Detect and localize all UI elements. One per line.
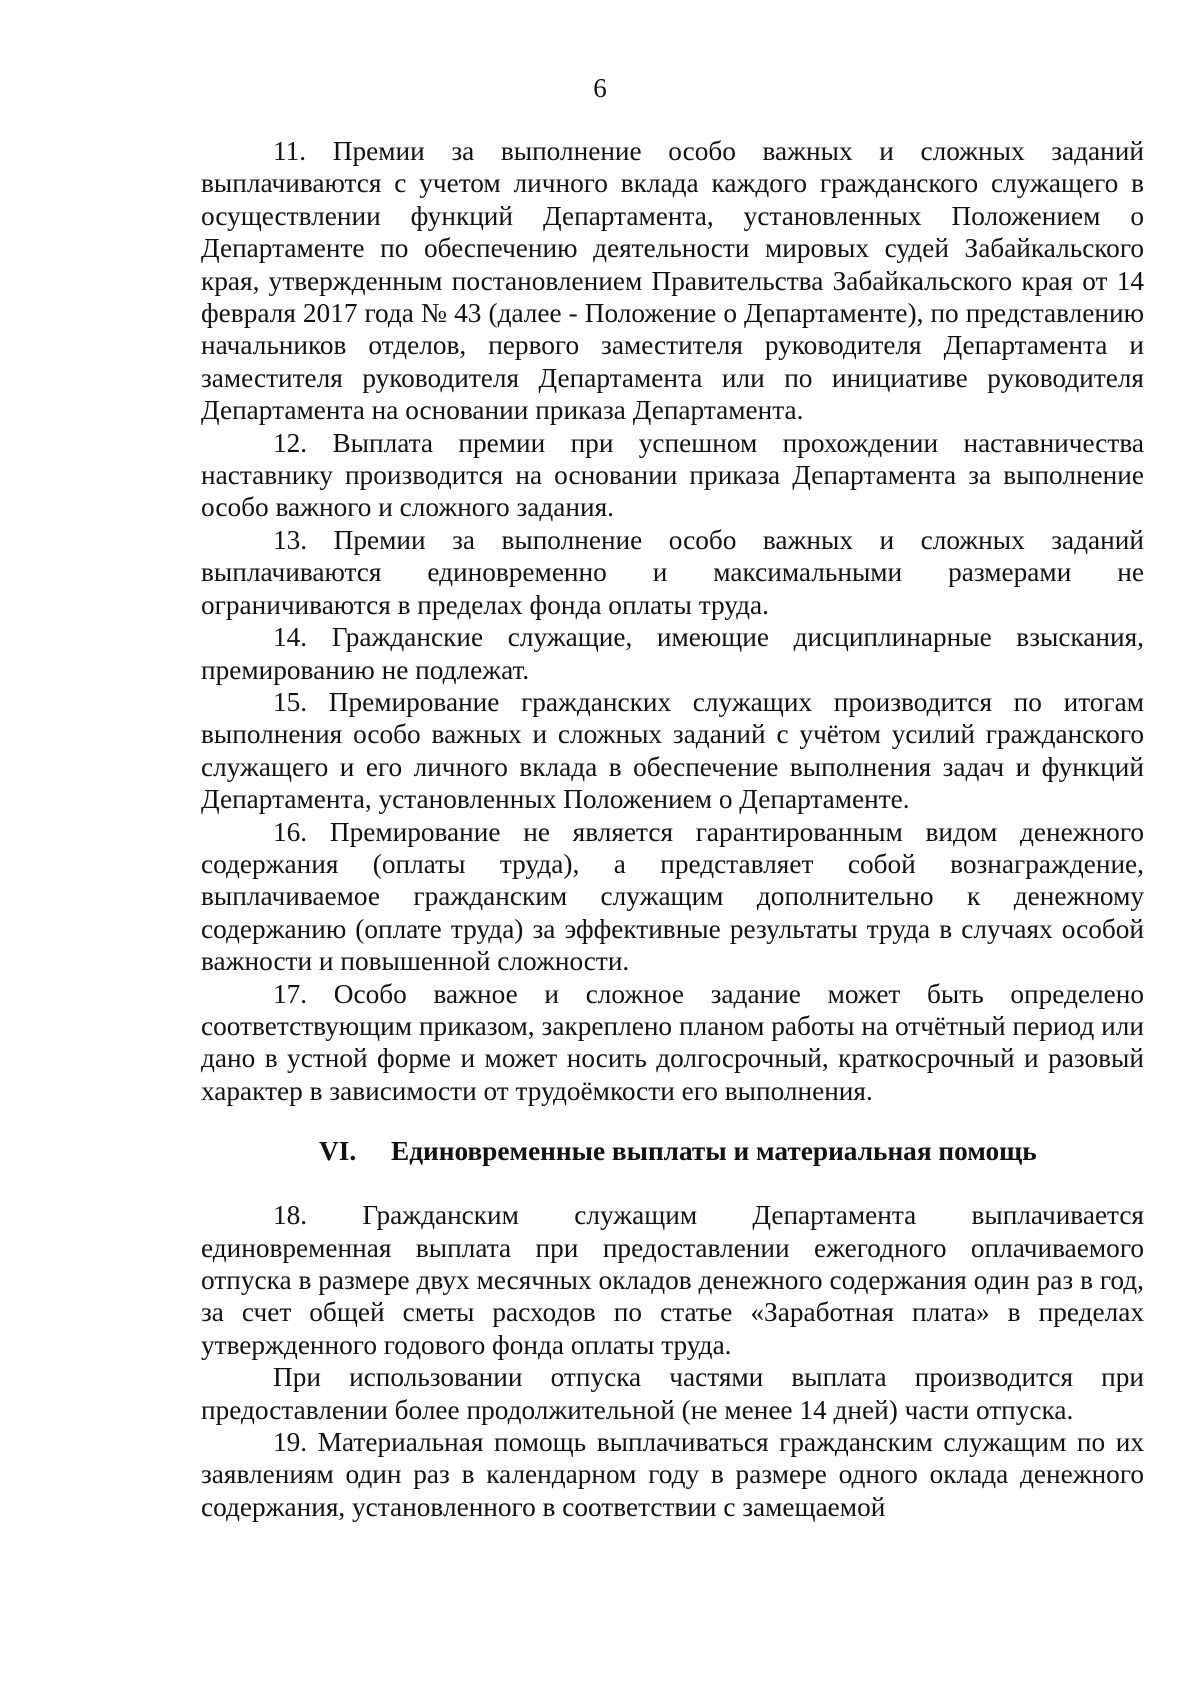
paragraph-13: 13. Премии за выполнение особо важных и сложных заданий выплачиваются единовременно и максимальными размерами не ограничиваются в пределах фонда оплаты труда. [201, 524, 1144, 620]
paragraph-18-continuation: При использовании отпуска частями выплата производится при предоставлении более продолжительной (не менее 14 дней) части отпуска. [201, 1362, 1144, 1425]
paragraph-15: 15. Премирование гражданских служащих производится по итогам выполнения особо важных и сложных заданий с учётом усилий гражданского служащего и его личного вклада в обеспечение выполнения задач и функций Департамента, установленных Положением о Департаменте. [201, 686, 1144, 815]
paragraph-14: 14. Гражданские служащие, имеющие дисциплинарные взыскания, премированию не подлежат. [201, 622, 1144, 685]
paragraph-17: 17. Особо важное и сложное задание может быть определено соответствующим приказом, закреплено планом работы на отчётный период или дано в устной форме и может носить долгосрочный, краткосрочный и разовый характер в зависимости от трудоёмкости его выполнения. [201, 978, 1144, 1106]
paragraph-12: 12. Выплата премии при успешном прохождении наставничества наставнику производится на основании приказа Департамента за выполнение особо важного и сложного задания. [201, 427, 1144, 523]
document-body [201, 135, 1144, 1523]
section-number: VI. [319, 1136, 357, 1167]
page-number: 6 [593, 73, 607, 103]
paragraph-16: 16. Премирование не является гарантированным видом денежного содержания (оплаты труда), а представляет собой вознаграждение, выплачиваемое гражданским служащим дополнительно к денежному содержанию (оплате труда) за эффективные результаты труда в случаях особой важности и повышенной сложности. [201, 816, 1144, 977]
section-title: Единовременные выплаты и материальная помощь [391, 1136, 1037, 1167]
paragraph-19: 19. Материальная помощь выплачиваться гражданским служащим по их заявлениям один раз в календарном году в размере одного оклада денежного содержания, установленного в соответствии с замещаемой [201, 1427, 1144, 1522]
section-heading [201, 1135, 1144, 1167]
paragraph-11: 11. Премии за выполнение особо важных и сложных заданий выплачиваются с учетом личного вклада каждого гражданского служащего в осуществлении функций Департамента, установленных Положением о Департаменте по обеспечению деятельности мировых судей Забайкальского края, утвержденным постановлением Правительства Забайкальского края от 14 февраля 2017 года № 43 (далее - Положение о Департаменте), по представлению начальников отделов, первого заместителя руководителя Департамента и заместителя руководителя Департамента или по инициативе руководителя Департамента на основании приказа Департамента. [201, 136, 1144, 426]
paragraph-18: 18. Гражданским служащим Департамента выплачивается единовременная выплата при предоставлении ежегодного оплачиваемого отпуска в размере двух месячных окладов денежного содержания один раз в год, за счет общей сметы расходов по статье «Заработная плата» в пределах утвержденного годового фонда оплаты труда. [201, 1200, 1144, 1360]
